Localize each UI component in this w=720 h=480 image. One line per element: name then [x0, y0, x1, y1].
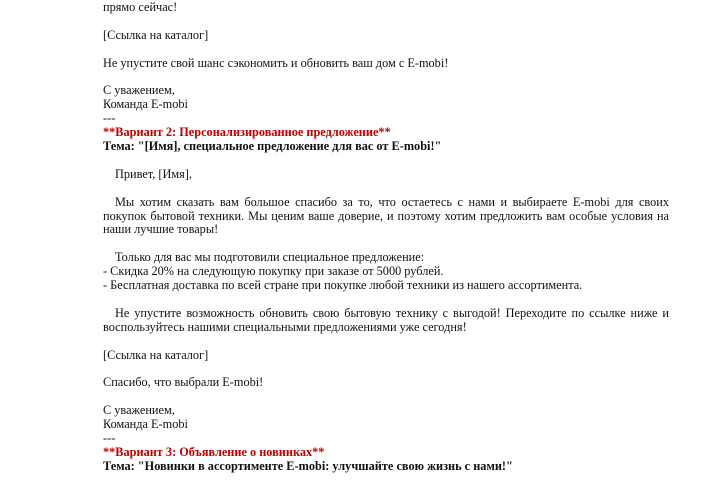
variant-3-heading: **Вариант 3: Объявление о новинках**: [103, 444, 325, 459]
signature: Команда E-mobi: [103, 97, 188, 112]
document-page: [103, 1, 669, 474]
greeting: Привет, [Имя],: [115, 166, 192, 181]
thanks-paragraph: Мы хотим сказать вам большое спасибо за то, что остаетесь с нами и выбираете E-mobi для своих покупок бытовой техники. Мы ценим ваше доверие, и поэтому хотим предложить вам особые условия на наши лучшие товары!: [103, 194, 669, 237]
cta-paragraph: Не упустите возможность обновить свою бытовую технику с выгодой! Переходите по ссылке ниже и воспользуйтесь нашими специальными предложениями уже сегодня!: [103, 305, 669, 334]
variant-2-subject: Тема: "[Имя], специальное предложение для вас от E-mobi!": [103, 139, 442, 154]
signoff: С уважением,: [103, 403, 175, 418]
text-line: Не упустите свой шанс сэкономить и обновить ваш дом с E-mobi!: [103, 55, 449, 70]
catalog-link: [Ссылка на каталог]: [103, 27, 209, 42]
separator: ---: [103, 430, 116, 445]
signoff: С уважением,: [103, 83, 175, 98]
variant-3-subject: Тема: "Новинки в ассортименте E-mobi: улучшайте свою жизнь с нами!": [103, 458, 513, 473]
variant-2-heading: **Вариант 2: Персонализированное предложение**: [103, 125, 391, 140]
offer-item: - Бесплатная доставка по всей стране при покупке любой техники из нашего ассортимента.: [103, 278, 583, 293]
text-line: прямо сейчас!: [103, 0, 178, 14]
signature: Команда E-mobi: [103, 417, 188, 432]
offer-item: - Скидка 20% на следующую покупку при заказе от 5000 рублей.: [103, 264, 444, 279]
catalog-link: [Ссылка на каталог]: [103, 347, 209, 362]
separator: ---: [103, 111, 116, 126]
text-line: Спасибо, что выбрали E-mobi!: [103, 375, 264, 390]
offer-intro: Только для вас мы подготовили специальное предложение:: [115, 250, 425, 265]
